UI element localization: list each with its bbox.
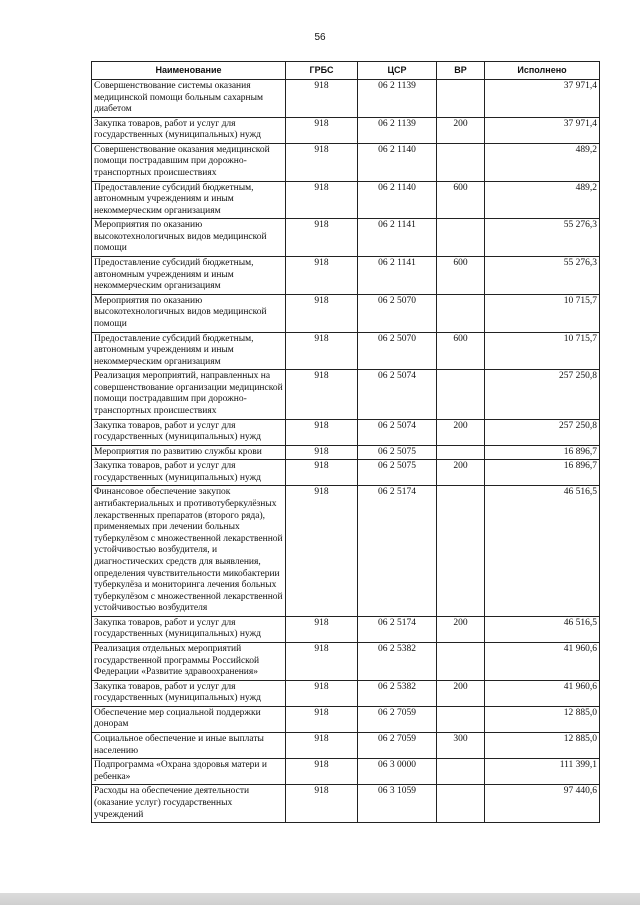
- cell-amount: 489,2: [485, 181, 600, 219]
- table-row: [92, 257, 600, 295]
- cell-grbs: 918: [286, 219, 358, 257]
- cell-amount: 55 276,3: [485, 219, 600, 257]
- cell-name: Реализация мероприятий, направленных на совершенствование организации медицинской помощи пострадавшим при дорожно-транспортных происшествиях: [92, 370, 286, 419]
- header-grbs: ГРБС: [286, 62, 358, 80]
- cell-vr: 600: [437, 332, 485, 370]
- cell-name: Закупка товаров, работ и услуг для государственных (муниципальных) нужд: [92, 680, 286, 706]
- cell-csr: 06 2 5074: [358, 370, 437, 419]
- cell-vr: 600: [437, 181, 485, 219]
- cell-csr: 06 2 1141: [358, 257, 437, 295]
- cell-name: Расходы на обеспечение деятельности (оказание услуг) государственных учреждений: [92, 785, 286, 823]
- table-row: [92, 370, 600, 419]
- cell-grbs: 918: [286, 294, 358, 332]
- cell-csr: 06 2 5070: [358, 294, 437, 332]
- cell-vr: [437, 445, 485, 460]
- cell-grbs: 918: [286, 445, 358, 460]
- cell-amount: 10 715,7: [485, 294, 600, 332]
- cell-csr: 06 2 1140: [358, 143, 437, 181]
- cell-csr: 06 2 5075: [358, 460, 437, 486]
- cell-name: Совершенствование системы оказания медицинской помощи больным сахарным диабетом: [92, 79, 286, 117]
- cell-grbs: 918: [286, 79, 358, 117]
- cell-amount: 10 715,7: [485, 332, 600, 370]
- table-row: [92, 680, 600, 706]
- cell-csr: 06 2 1141: [358, 219, 437, 257]
- cell-name: Совершенствование оказания медицинской помощи пострадавшим при дорожно-транспортных происшествиях: [92, 143, 286, 181]
- cell-grbs: 918: [286, 181, 358, 219]
- cell-csr: 06 2 5070: [358, 332, 437, 370]
- table-header-row: [92, 62, 600, 80]
- cell-grbs: 918: [286, 785, 358, 823]
- cell-amount: 12 885,0: [485, 733, 600, 759]
- cell-csr: 06 2 1140: [358, 181, 437, 219]
- cell-amount: 41 960,6: [485, 642, 600, 680]
- table-row: [92, 143, 600, 181]
- cell-amount: 41 960,6: [485, 680, 600, 706]
- cell-grbs: 918: [286, 419, 358, 445]
- table-row: [92, 460, 600, 486]
- cell-vr: 300: [437, 733, 485, 759]
- cell-amount: 12 885,0: [485, 706, 600, 732]
- cell-name: Обеспечение мер социальной поддержки донорам: [92, 706, 286, 732]
- cell-amount: 46 516,5: [485, 486, 600, 616]
- cell-csr: 06 2 5174: [358, 616, 437, 642]
- table-row: [92, 332, 600, 370]
- cell-grbs: 918: [286, 733, 358, 759]
- cell-vr: [437, 294, 485, 332]
- table-row: [92, 733, 600, 759]
- cell-amount: 37 971,4: [485, 117, 600, 143]
- cell-vr: [437, 759, 485, 785]
- cell-csr: 06 3 0000: [358, 759, 437, 785]
- cell-vr: 200: [437, 419, 485, 445]
- cell-vr: [437, 219, 485, 257]
- cell-name: Закупка товаров, работ и услуг для государственных (муниципальных) нужд: [92, 419, 286, 445]
- cell-amount: 55 276,3: [485, 257, 600, 295]
- cell-vr: 200: [437, 616, 485, 642]
- cell-name: Закупка товаров, работ и услуг для государственных (муниципальных) нужд: [92, 460, 286, 486]
- cell-csr: 06 2 5174: [358, 486, 437, 616]
- cell-csr: 06 3 1059: [358, 785, 437, 823]
- cell-grbs: 918: [286, 460, 358, 486]
- cell-vr: [437, 143, 485, 181]
- cell-name: Мероприятия по оказанию высокотехнологичных видов медицинской помощи: [92, 219, 286, 257]
- cell-amount: 257 250,8: [485, 419, 600, 445]
- cell-csr: 06 2 5382: [358, 680, 437, 706]
- cell-grbs: 918: [286, 486, 358, 616]
- cell-name: Социальное обеспечение и иные выплаты населению: [92, 733, 286, 759]
- cell-csr: 06 2 5075: [358, 445, 437, 460]
- cell-vr: [437, 785, 485, 823]
- table-row: [92, 181, 600, 219]
- cell-csr: 06 2 5074: [358, 419, 437, 445]
- cell-amount: 257 250,8: [485, 370, 600, 419]
- cell-grbs: 918: [286, 759, 358, 785]
- cell-name: Мероприятия по развитию службы крови: [92, 445, 286, 460]
- cell-grbs: 918: [286, 680, 358, 706]
- header-amount: Исполнено: [485, 62, 600, 80]
- cell-name: Предоставление субсидий бюджетным, автономным учреждениям и иным некоммерческим организациям: [92, 181, 286, 219]
- cell-amount: 16 896,7: [485, 445, 600, 460]
- cell-csr: 06 2 7059: [358, 733, 437, 759]
- cell-vr: 600: [437, 257, 485, 295]
- header-csr: ЦСР: [358, 62, 437, 80]
- cell-csr: 06 2 5382: [358, 642, 437, 680]
- cell-amount: 37 971,4: [485, 79, 600, 117]
- cell-grbs: 918: [286, 143, 358, 181]
- cell-grbs: 918: [286, 706, 358, 732]
- cell-amount: 16 896,7: [485, 460, 600, 486]
- table-row: [92, 642, 600, 680]
- table-row: [92, 616, 600, 642]
- header-vr: ВР: [437, 62, 485, 80]
- cell-grbs: 918: [286, 332, 358, 370]
- cell-name: Предоставление субсидий бюджетным, автономным учреждениям и иным некоммерческим организациям: [92, 257, 286, 295]
- cell-vr: [437, 79, 485, 117]
- cell-amount: 489,2: [485, 143, 600, 181]
- cell-grbs: 918: [286, 117, 358, 143]
- cell-vr: 200: [437, 680, 485, 706]
- cell-vr: [437, 706, 485, 732]
- cell-name: Подпрограмма «Охрана здоровья матери и ребенка»: [92, 759, 286, 785]
- cell-name: Предоставление субсидий бюджетным, автономным учреждениям и иным некоммерческим организациям: [92, 332, 286, 370]
- table-row: [92, 486, 600, 616]
- scan-bottom-edge: [0, 893, 640, 905]
- page-number: 56: [314, 32, 326, 43]
- table-row: [92, 294, 600, 332]
- cell-grbs: 918: [286, 257, 358, 295]
- cell-grbs: 918: [286, 616, 358, 642]
- cell-name: Закупка товаров, работ и услуг для государственных (муниципальных) нужд: [92, 117, 286, 143]
- cell-vr: [437, 370, 485, 419]
- header-name: Наименование: [92, 62, 286, 80]
- cell-name: Финансовое обеспечение закупок антибактериальных и противотуберкулёзных лекарственных препаратов (второго ряда), применяемых при лечении больных туберкулёзом с множественной лекарственной устойчивостью возбудителя, и диагностических средств для выявления, определения чувствительности микобактерии туберкулёза и мониторинга лечения больных туберкулёзом с множественной лекарственной устойчивостью возбудителя: [92, 486, 286, 616]
- table-row: [92, 706, 600, 732]
- table-row: [92, 419, 600, 445]
- table-row: [92, 79, 600, 117]
- table-row: [92, 785, 600, 823]
- cell-amount: 111 399,1: [485, 759, 600, 785]
- table-row: [92, 445, 600, 460]
- cell-grbs: 918: [286, 642, 358, 680]
- cell-name: Закупка товаров, работ и услуг для государственных (муниципальных) нужд: [92, 616, 286, 642]
- table-row: [92, 219, 600, 257]
- table-row: [92, 117, 600, 143]
- cell-vr: [437, 642, 485, 680]
- cell-csr: 06 2 1139: [358, 117, 437, 143]
- cell-name: Мероприятия по оказанию высокотехнологичных видов медицинской помощи: [92, 294, 286, 332]
- table-body: [92, 79, 600, 822]
- cell-vr: 200: [437, 117, 485, 143]
- cell-csr: 06 2 7059: [358, 706, 437, 732]
- cell-name: Реализация отдельных мероприятий государственной программы Российской Федерации «Развитие здравоохранения»: [92, 642, 286, 680]
- cell-vr: 200: [437, 460, 485, 486]
- cell-csr: 06 2 1139: [358, 79, 437, 117]
- table-row: [92, 759, 600, 785]
- cell-amount: 97 440,6: [485, 785, 600, 823]
- cell-amount: 46 516,5: [485, 616, 600, 642]
- budget-execution-table: [91, 61, 600, 823]
- cell-grbs: 918: [286, 370, 358, 419]
- cell-vr: [437, 486, 485, 616]
